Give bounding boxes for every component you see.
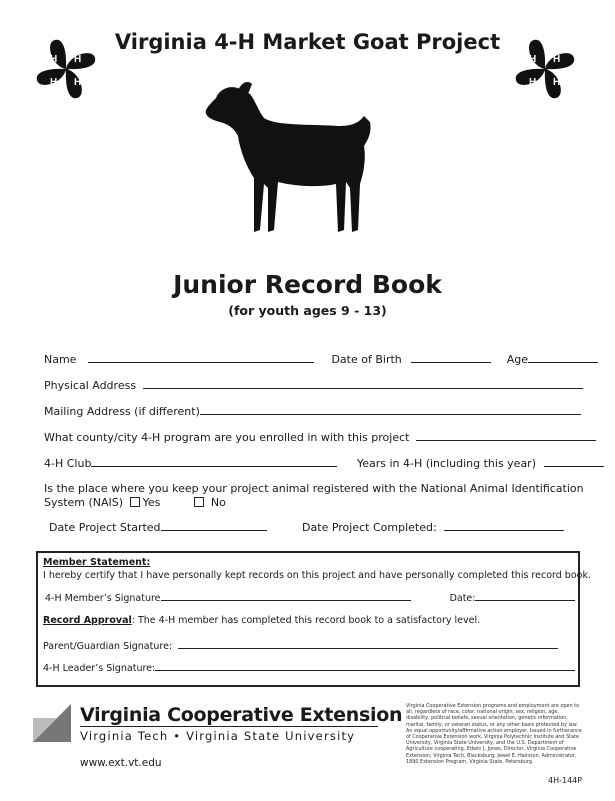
leader-signature-field[interactable] bbox=[155, 661, 575, 671]
clover-letter: H bbox=[50, 54, 58, 65]
publication-code: 4H-144P bbox=[548, 776, 583, 785]
clover-letter: H bbox=[74, 54, 82, 65]
yes-checkbox[interactable] bbox=[130, 497, 140, 507]
parent-signature-label: Parent/Guardian Signature: bbox=[43, 641, 173, 652]
form-row-physical-address bbox=[44, 378, 583, 392]
vce-org-name: Virginia Cooperative Extension bbox=[80, 704, 403, 726]
clover-letter: H bbox=[529, 54, 537, 65]
county-label: What county/city 4-H program are you enrolled in with this project bbox=[44, 431, 410, 444]
page-title: Virginia 4-H Market Goat Project bbox=[114, 30, 501, 54]
date-label: Date: bbox=[449, 593, 476, 604]
club-field[interactable] bbox=[91, 456, 337, 467]
years-label: Years in 4-H (including this year) bbox=[356, 457, 536, 470]
name-field[interactable] bbox=[88, 352, 314, 363]
nais-question: Is the place where you keep your project animal registered with the National Animal Identification bbox=[44, 482, 584, 495]
vce-logo-icon bbox=[33, 704, 71, 742]
member-statement-heading bbox=[43, 557, 150, 568]
record-approval-text: : The 4-H member has completed this record book to a satisfactory level. bbox=[131, 615, 481, 626]
vce-divider bbox=[80, 726, 378, 727]
physical-address-field[interactable] bbox=[143, 378, 583, 389]
4h-clover-icon-right bbox=[512, 36, 578, 102]
county-field[interactable] bbox=[416, 430, 596, 441]
member-date-field[interactable] bbox=[475, 591, 575, 601]
book-title: Junior Record Book bbox=[173, 270, 442, 299]
club-label: 4-H Club bbox=[44, 457, 92, 470]
member-statement-text: I hereby certify that I have personally kept records on this project and have personally completed this record book. bbox=[43, 570, 591, 581]
no-checkbox[interactable] bbox=[194, 497, 204, 507]
form-row-mailing-address bbox=[44, 404, 581, 418]
age-field[interactable] bbox=[528, 352, 598, 363]
fine-print: Virginia Cooperative Extension programs and employment are open to all, regardless of race, color, national origin, sex, religion, age, disability, political beliefs, sexual orientation, genetic information, marital, family, or veteran status, or any other basis protected by law. An equal opportunity/affirmative action employer. Issued in furtherance of Cooperative Extension work, Virginia Polytechnic Institute and State University, Virginia State University, and the U.S. Department of Agriculture cooperating. Edwin J. Jones, Director, Virginia Cooperative Extension, Virginia Tech, Blacksburg; Jewel E. Hairston, Administrator, 1890 Extension Program, Virginia State, Petersburg. bbox=[406, 703, 582, 765]
member-signature-field[interactable] bbox=[161, 591, 411, 601]
clover-letter: H bbox=[74, 77, 82, 88]
record-approval-row bbox=[43, 615, 480, 626]
form-row-nais bbox=[44, 482, 584, 509]
book-subtitle: (for youth ages 9 - 13) bbox=[228, 303, 387, 318]
dob-field[interactable] bbox=[411, 352, 491, 363]
physical-address-label: Physical Address bbox=[44, 379, 137, 392]
clover-letter: H bbox=[529, 77, 537, 88]
age-label: Age bbox=[506, 353, 529, 366]
4h-clover-icon-left bbox=[33, 36, 99, 102]
mailing-address-label: Mailing Address (if different) bbox=[44, 405, 200, 418]
form-row-club bbox=[44, 456, 604, 470]
form-row-name bbox=[44, 352, 598, 366]
vce-org-subtitle: Virginia Tech • Virginia State University bbox=[80, 729, 356, 743]
clover-letter: H bbox=[50, 77, 58, 88]
date-started-field[interactable] bbox=[161, 520, 267, 531]
member-signature-label: 4-H Member’s Signature bbox=[45, 593, 161, 604]
leader-signature-row bbox=[43, 661, 575, 674]
mailing-address-field[interactable] bbox=[200, 404, 581, 415]
clover-letter: H bbox=[553, 54, 561, 65]
nais-question-line2: System (NAIS) bbox=[44, 496, 124, 509]
form-row-county bbox=[44, 430, 596, 444]
vce-url-link[interactable]: www.ext.vt.edu bbox=[80, 757, 162, 769]
date-completed-field[interactable] bbox=[444, 520, 564, 531]
years-field[interactable] bbox=[544, 456, 604, 467]
date-completed-label: Date Project Completed: bbox=[302, 521, 437, 534]
form-row-dates bbox=[49, 520, 564, 534]
member-statement-heading-text: Member Statement: bbox=[43, 557, 151, 568]
record-approval-heading: Record Approval bbox=[43, 615, 132, 626]
date-started-label: Date Project Started bbox=[49, 521, 161, 534]
leader-signature-label: 4-H Leader’s Signature: bbox=[43, 663, 156, 674]
dob-label: Date of Birth bbox=[331, 353, 402, 366]
no-label: No bbox=[210, 496, 226, 509]
goat-silhouette-icon bbox=[198, 80, 378, 245]
member-statement-box bbox=[36, 551, 591, 687]
clover-letter: H bbox=[553, 77, 561, 88]
parent-signature-row bbox=[43, 639, 558, 652]
name-label: Name bbox=[44, 353, 77, 366]
parent-signature-field[interactable] bbox=[178, 639, 558, 649]
member-signature-row bbox=[45, 591, 575, 604]
yes-label: Yes bbox=[142, 496, 161, 509]
